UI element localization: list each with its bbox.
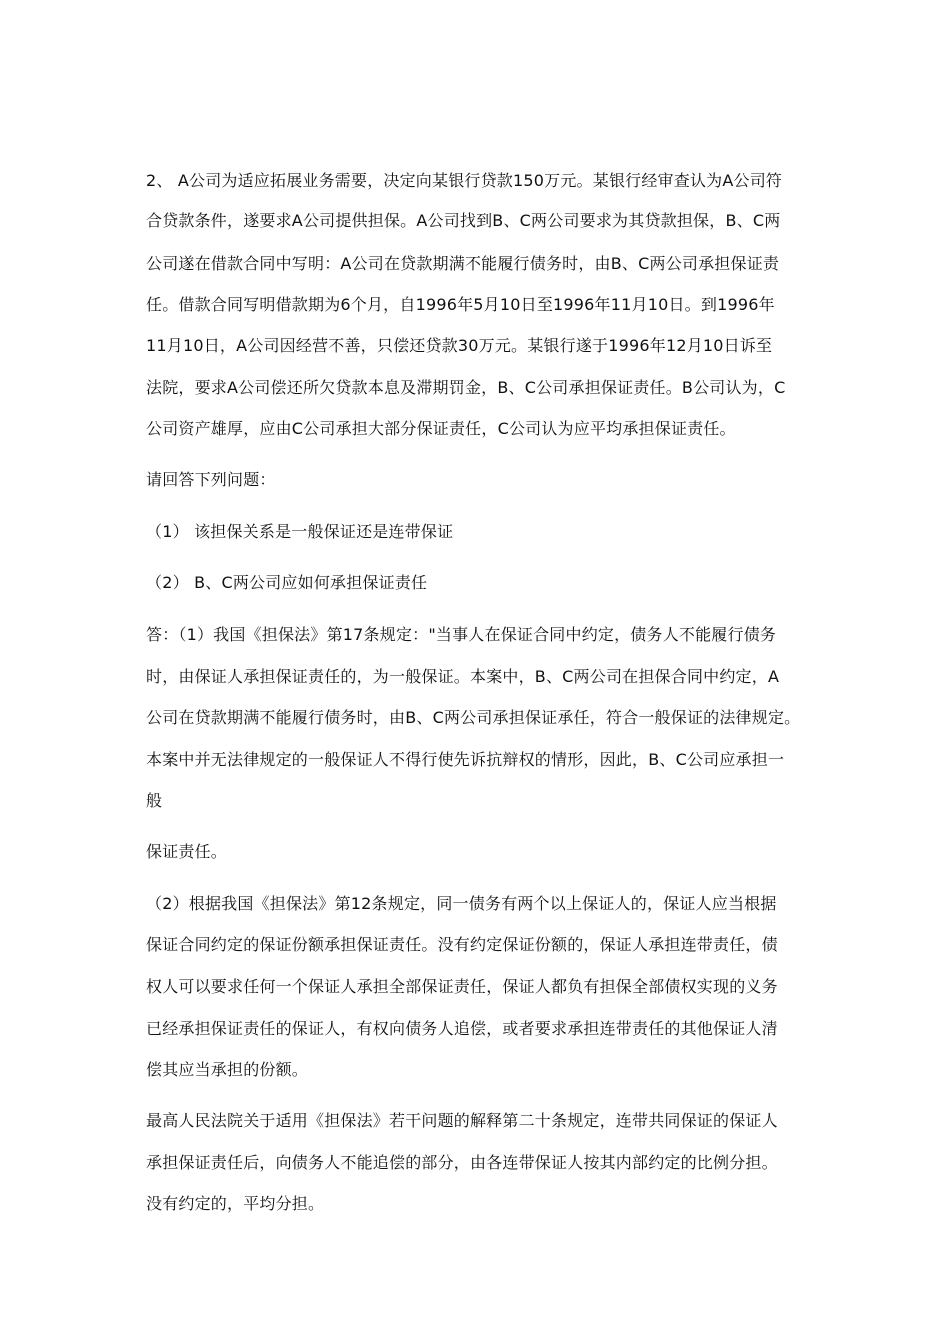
answer-line: 没有约定的，平均分担。 [146, 1194, 325, 1213]
answer-line: 承担保证责任后，向债务人不能追偿的部分，由各连带保证人按其内部约定的比例分担。 [146, 1153, 778, 1172]
answer-line: 保证责任。 [146, 842, 228, 861]
answer-line: 答：（1）我国《担保法》第17条规定："当事人在保证合同中约定，债务人不能履行债务 [146, 625, 777, 644]
question-line: 2、 A公司为适应拓展业务需要，决定向某银行贷款150万元。某银行经审查认为A公司符 [146, 171, 783, 190]
questions-prompt: 请回答下列问题： [146, 470, 276, 489]
answer-line: 公司在贷款期满不能履行债务时，由B、C两公司承担保证承任，符合一般保证的法律规定。 [146, 708, 801, 727]
question-line: 合贷款条件，遂要求A公司提供担保。A公司找到B、C两公司要求为其贷款担保，B、C两 [146, 211, 781, 230]
answer-line: 已经承担保证责任的保证人，有权向债务人追偿，或者要求承担连带责任的其他保证人清 [146, 1019, 778, 1038]
answer-line: 最高人民法院关于适用《担保法》若干问题的解释第二十条规定，连带共同保证的保证人 [146, 1111, 778, 1130]
answer-line: 般 [146, 791, 163, 810]
question-line: 法院，要求A公司偿还所欠贷款本息及滞期罚金，B、C公司承担保证责任。B公司认为，C [146, 378, 786, 397]
question-line: 公司遂在借款合同中写明：A公司在贷款期满不能履行债务时，由B、C两公司承担保证责 [146, 254, 780, 273]
sub-question-2: （2） B、C两公司应如何承担保证责任 [146, 573, 428, 592]
answer-line: 本案中并无法律规定的一般保证人不得行使先诉抗辩权的情形，因此，B、C公司应承担一 [146, 750, 785, 769]
question-line: 11月10日，A公司因经营不善，只偿还贷款30万元。某银行遂于1996年12月10日诉至 [146, 336, 773, 355]
sub-question-1: （1） 该担保关系是一般保证还是连带保证 [146, 522, 454, 541]
question-line: 公司资产雄厚，应由C公司承担大部分保证责任，C公司认为应平均承担保证责任。 [146, 419, 736, 438]
answer-line: 偿其应当承担的份额。 [146, 1060, 309, 1079]
answer-line: 时，由保证人承担保证责任的，为一般保证。本案中，B、C两公司在担保合同中约定，A [146, 667, 780, 686]
answer-line: 保证合同约定的保证份额承担保证责任。没有约定保证份额的，保证人承担连带责任，债 [146, 935, 778, 954]
answer-line: 权人可以要求任何一个保证人承担全部保证责任，保证人都负有担保全部债权实现的义务 [146, 977, 778, 996]
question-line: 任。借款合同写明借款期为6个月，自1996年5月10日至1996年11月10日。到1996年 [146, 295, 775, 314]
answer-line: （2）根据我国《担保法》第12条规定，同一债务有两个以上保证人的，保证人应当根据 [146, 894, 777, 913]
